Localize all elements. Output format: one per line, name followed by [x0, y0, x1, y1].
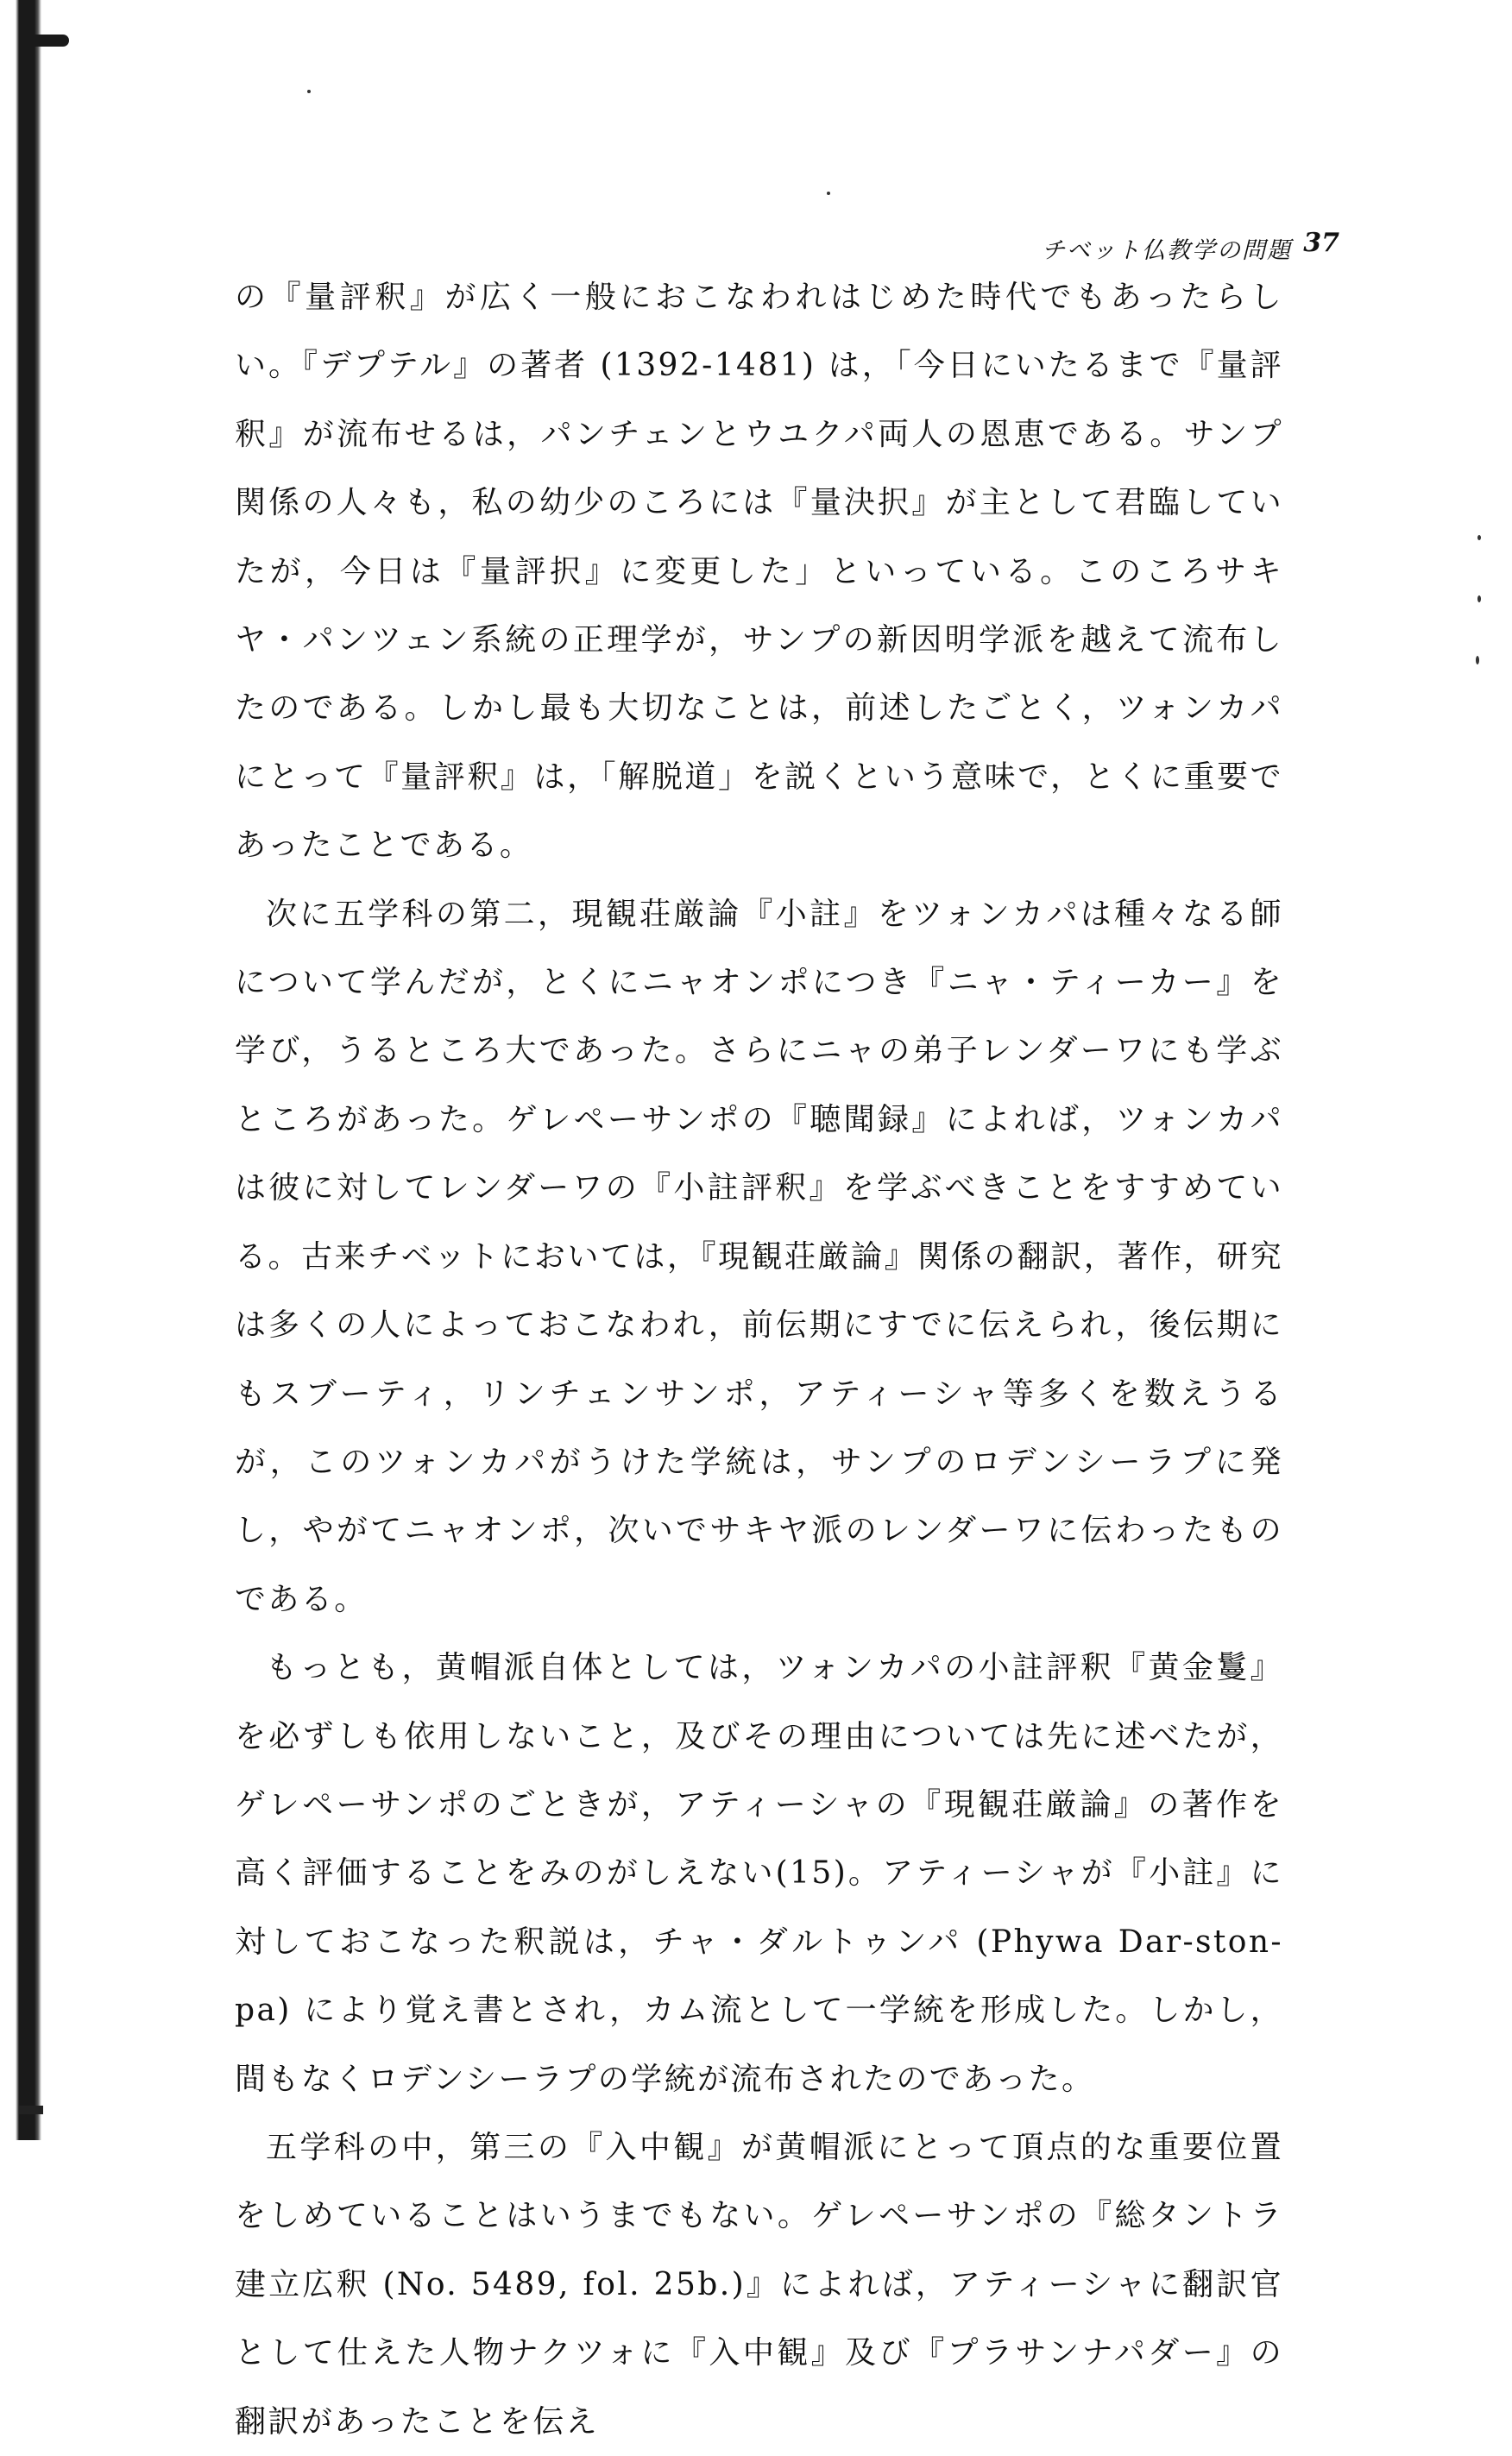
paragraph: もっとも，黄帽派自体としては，ツォンカパの小註評釈『黄金鬘』を必ずしも依用しないこと，及びその理由については先に述べたが，ゲレペーサンポのごときが，アティーシャの『現観荘厳論』の著作を高く評価することをみのがしえない(15)。アティーシャが『小註』に対しておこなった釈説は，チャ・ダルトゥンパ (Phywa Dar-ston-pa) により覚え書とされ，カム流として一学統を形成した。しかし，間もなくロデンシーラプの学統が流布されたのであった。 — [235, 1650, 1283, 2097]
binding-hook — [26, 35, 69, 47]
running-head: チベット仏教学の問題 — [1042, 237, 1292, 264]
scan-speck — [1477, 595, 1481, 602]
paragraph: 五学科の中，第三の『入中観』が黄帽派にとって頂点的な重要位置をしめていることはいうまでもない。ゲレペーサンポの『総タントラ建立広釈 (No. 5489, fol. 25b.)』によれば，アティーシャに翻訳官として仕えた人物ナクツォに『入中観』及び『プラサンナパダー』の翻訳があったことを伝え — [235, 2129, 1283, 2440]
scan-speck — [1477, 535, 1481, 540]
body-text — [235, 263, 1283, 2456]
scan-speck — [1476, 656, 1479, 664]
scan-speck — [827, 192, 830, 195]
paragraph: 次に五学科の第二，現観荘厳論『小註』をツォンカパは種々なる師について学んだが，とくにニャオンポにつき『ニャ・ティーカー』を学び，うるところ大であった。さらにニャの弟子レンダーワにも学ぶところがあった。ゲレペーサンポの『聴聞録』によれば，ツォンカパは彼に対してレンダーワの『小註評釈』を学ぶべきことをすすめている。古来チベットにおいては，『現観荘厳論』関係の翻訳，著作，研究は多くの人によっておこなわれ，前伝期にすでに伝えられ，後伝期にもスブーティ，リンチェンサンポ，アティーシャ等多くを数えうるが，このツォンカパがうけた学統は，サンプのロデンシーラプに発し，やがてニャオンポ，次いでサキヤ派のレンダーワに伝わったものである。 — [235, 896, 1283, 1617]
binding-edge — [0, 0, 41, 2140]
scan-speck — [307, 90, 311, 93]
paragraph: の『量評釈』が広く一般におこなわれはじめた時代でもあったらしい。『デプテル』の著者 (1392-1481) は，「今日にいたるまで『量評釈』が流布せるは，パンチェンとウユクパ両人の恩恵である。サンプ関係の人々も，私の幼少のころには『量決択』が主として君臨していたが，今日は『量評択』に変更した」といっている。このころサキヤ・パンツェン系統の正理学が，サンプの新因明学派を越えて流布したのである。しかし最も大切なことは，前述したごとく，ツォンカパにとって『量評釈』は，「解脱道」を説くという意味で，とくに重要であったことである。 — [235, 280, 1283, 864]
binding-notch — [19, 2106, 43, 2114]
page-number: 37 — [1303, 228, 1339, 258]
